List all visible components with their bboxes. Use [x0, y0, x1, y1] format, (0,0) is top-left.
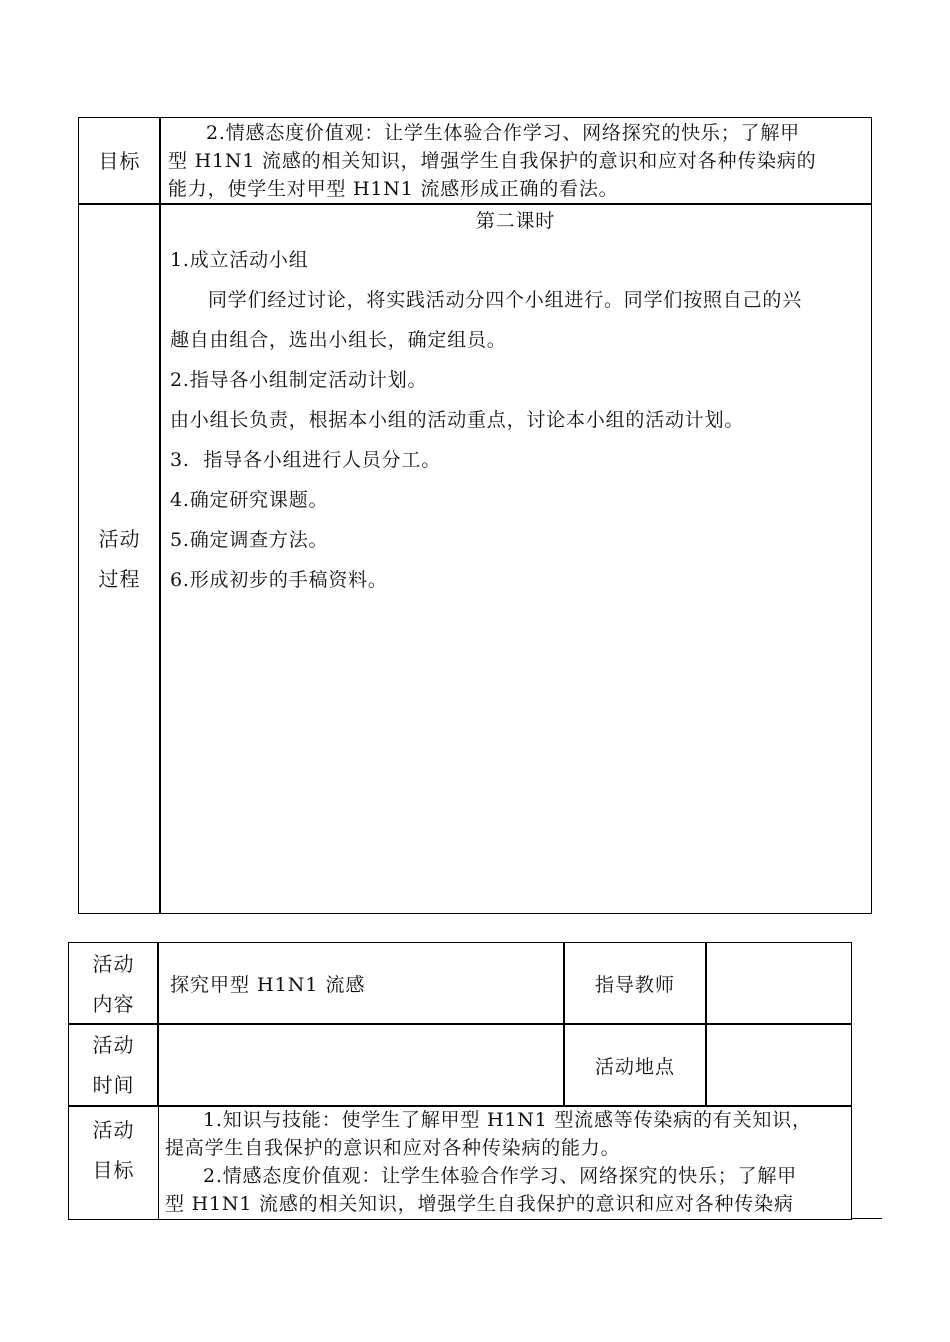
step-1: 1.成立活动小组 — [170, 249, 309, 271]
step-3: 3. 指导各小组进行人员分工。 — [170, 449, 442, 471]
table2-goal-content-cell — [157, 1105, 852, 1220]
step-2: 2.指导各小组制定活动计划。 — [170, 369, 428, 391]
table2-place-label-cell — [563, 1023, 707, 1107]
table2-content-label-cell — [68, 942, 159, 1025]
step-1-detail-line-2: 趣自由组合，选出小组长，确定组员。 — [170, 329, 507, 351]
table1-goal-content-cell — [159, 117, 872, 205]
table2-goal-line-2: 提高学生自我保护的意识和应对各种传染病的能力。 — [165, 1137, 621, 1159]
table2-goal-label-2: 目标 — [92, 1158, 135, 1182]
table2-time-label-cell — [68, 1023, 159, 1107]
table1-goal-line-3: 能力，使学生对甲型 H1N1 流感形成正确的看法。 — [168, 178, 619, 200]
step-2-detail: 由小组长负责，根据本小组的活动重点，讨论本小组的活动计划。 — [170, 409, 745, 431]
table1-process-label-1: 活动 — [98, 526, 141, 551]
step-5: 5.确定调查方法。 — [170, 529, 329, 551]
table1-process-content-cell — [159, 203, 872, 914]
step-6: 6.形成初步的手稿资料。 — [170, 569, 388, 591]
table2-place-label: 活动地点 — [594, 1055, 675, 1078]
table2-goal-label-cell — [68, 1105, 159, 1220]
table2-goal-label-1: 活动 — [92, 1118, 135, 1142]
table2-place-value-cell — [705, 1023, 852, 1107]
table2-teacher-value-cell — [705, 942, 852, 1025]
table2-goal-line-1: 1.知识与技能：使学生了解甲型 H1N1 型流感等传染病的有关知识， — [203, 1109, 812, 1131]
table2-time-label-1: 活动 — [92, 1033, 135, 1057]
table1-process-label-2: 过程 — [98, 566, 141, 591]
step-4: 4.确定研究课题。 — [170, 489, 329, 511]
page-bottom-rule — [852, 1218, 882, 1219]
table1-goal-label: 目标 — [98, 149, 141, 173]
table2-time-label-2: 时间 — [92, 1073, 135, 1097]
table2-teacher-label-cell — [563, 942, 707, 1025]
session-title: 第二课时 — [475, 210, 556, 232]
table2-content-value: 探究甲型 H1N1 流感 — [170, 974, 366, 996]
table1-goal-line-2: 型 H1N1 流感的相关知识，增强学生自我保护的意识和应对各种传染病的 — [168, 150, 817, 172]
table2-goal-line-3: 2.情感态度价值观：让学生体验合作学习、网络探究的快乐；了解甲 — [203, 1165, 797, 1187]
table2-content-label-1: 活动 — [92, 951, 135, 976]
table2-teacher-label: 指导教师 — [594, 974, 675, 996]
table2-goal-line-4: 型 H1N1 流感的相关知识，增强学生自我保护的意识和应对各种传染病 — [165, 1193, 794, 1215]
step-1-detail-line-1: 同学们经过讨论，将实践活动分四个小组进行。同学们按照自己的兴 — [208, 289, 803, 311]
table2-content-label-2: 内容 — [92, 991, 135, 1016]
table1-process-label-cell — [78, 203, 161, 914]
table1-goal-label-cell — [78, 117, 161, 205]
table1-goal-line-1: 2.情感态度价值观：让学生体验合作学习、网络探究的快乐；了解甲 — [206, 122, 800, 144]
table2-time-value-cell — [157, 1023, 565, 1107]
table2-content-value-cell — [157, 942, 565, 1025]
